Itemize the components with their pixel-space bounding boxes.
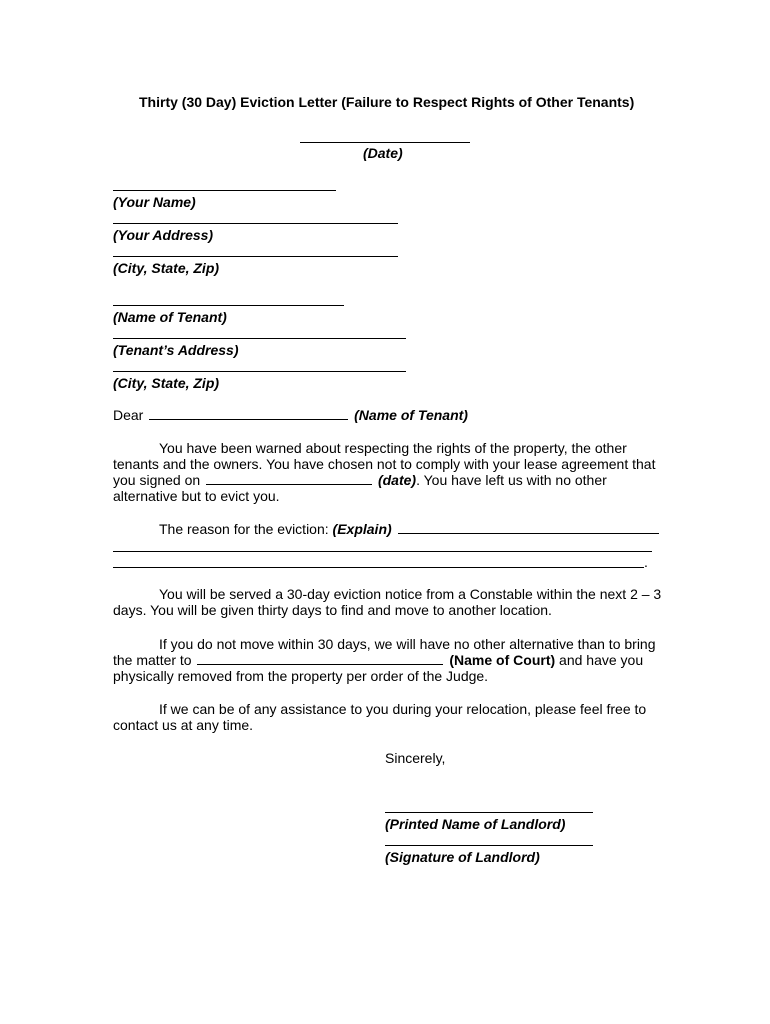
your-city-label: (City, State, Zip) <box>113 260 220 276</box>
document-title: Thirty (30 Day) Eviction Letter (Failure to Respect Rights of Other Tenants) <box>139 94 635 110</box>
para3-line1: You will be served a 30-day eviction notice from a Constable within the next 2 – 3 <box>159 586 662 602</box>
reason-blank-1[interactable] <box>398 521 659 534</box>
your-city-line[interactable] <box>113 256 398 257</box>
para1-line2: tenants and the owners. You have chosen not to comply with your lease agreement that <box>113 456 656 472</box>
para1-line4: alternative but to evict you. <box>113 488 280 504</box>
court-name-label: (Name of Court) <box>449 652 556 668</box>
para5-line2: contact us at any time. <box>113 717 254 733</box>
your-name-line[interactable] <box>113 190 336 191</box>
printed-name-line[interactable] <box>385 812 593 813</box>
signed-date-label: (date) <box>377 472 417 488</box>
para4-line1: If you do not move within 30 days, we will have no other alternative than to bring <box>159 636 656 652</box>
para4-line2 <box>113 652 643 668</box>
reason-period: . <box>644 554 648 570</box>
para1-line3-end: . You have left us with no other <box>416 472 607 488</box>
tenant-address-line[interactable] <box>113 338 406 339</box>
signed-date-blank[interactable] <box>206 472 372 485</box>
signature-label: (Signature of Landlord) <box>385 849 540 865</box>
explain-label: (Explain) <box>332 521 392 537</box>
date-label: (Date) <box>363 145 403 161</box>
dear-text: Dear <box>113 407 144 423</box>
tenant-city-label: (City, State, Zip) <box>113 375 220 391</box>
para3-line2: days. You will be given thirty days to find and move to another location. <box>113 602 552 618</box>
tenant-name-label: (Name of Tenant) <box>113 309 227 325</box>
salutation <box>113 407 468 423</box>
date-line[interactable] <box>300 142 470 143</box>
para2-line1 <box>159 521 659 537</box>
reason-blank-3[interactable] <box>113 567 644 568</box>
printed-name-label: (Printed Name of Landlord) <box>385 816 566 832</box>
para4-line3: physically removed from the property per order of the Judge. <box>113 668 489 684</box>
sincerely-text: Sincerely, <box>385 750 446 766</box>
para1-line3 <box>113 472 607 488</box>
signature-line[interactable] <box>385 845 593 846</box>
tenant-address-label: (Tenant’s Address) <box>113 342 239 358</box>
your-address-label: (Your Address) <box>113 227 214 243</box>
your-name-label: (Your Name) <box>113 194 196 210</box>
reason-blank-2[interactable] <box>113 551 652 552</box>
para1-signed-on: you signed on <box>113 472 201 488</box>
your-address-line[interactable] <box>113 223 398 224</box>
para4-line2-end: and have you <box>559 652 644 668</box>
salutation-name-label: (Name of Tenant) <box>354 407 468 423</box>
para1-line1: You have been warned about respecting the rights of the property, the other <box>159 440 627 456</box>
tenant-city-line[interactable] <box>113 371 406 372</box>
court-name-blank[interactable] <box>197 652 443 665</box>
tenant-name-line[interactable] <box>113 305 344 306</box>
salutation-name-blank[interactable] <box>149 407 348 420</box>
para4-matter-to: the matter to <box>113 652 192 668</box>
para5-line1: If we can be of any assistance to you during your relocation, please feel free to <box>159 701 647 717</box>
eviction-reason-text: The reason for the eviction: <box>159 521 329 537</box>
